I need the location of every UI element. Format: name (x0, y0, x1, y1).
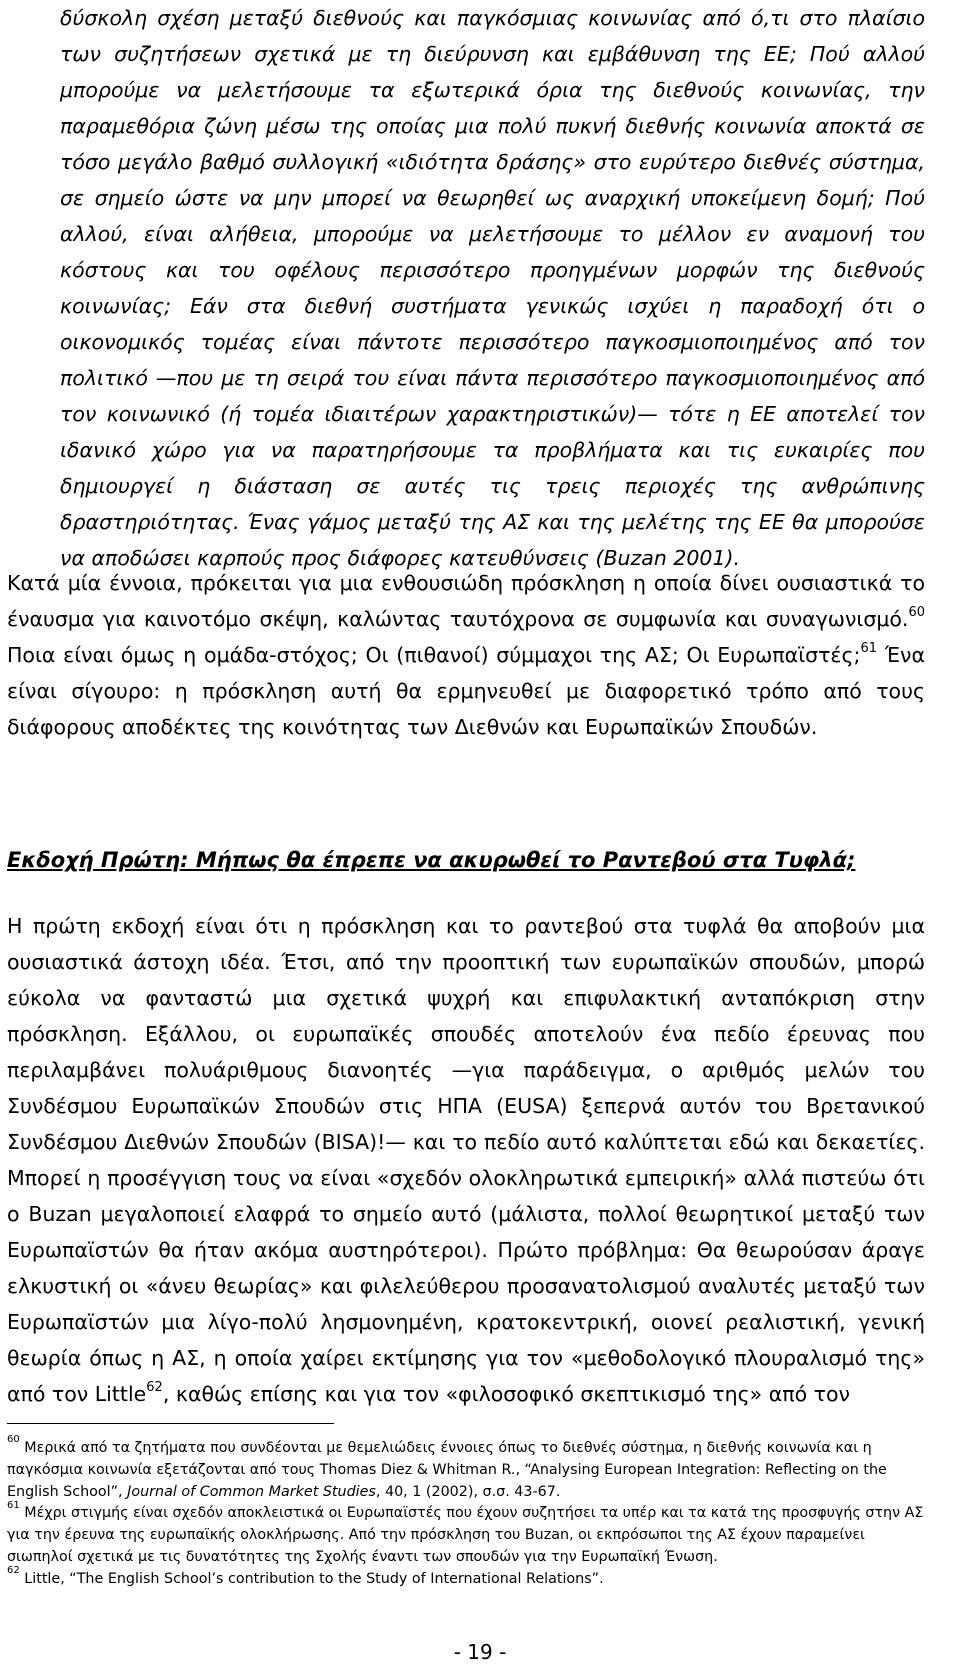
paragraph-text: Ποια είναι όμως η ομάδα-στόχος; Οι (πιθανοί) σύμμαχοι της ΑΣ; Οι Ευρωπαϊστές; (7, 643, 861, 667)
footnote-62 (7, 1565, 925, 1591)
footnote-ref-62[interactable]: 62 (146, 1380, 163, 1396)
block-quote: δύσκολη σχέση μεταξύ διεθνούς και παγκόσμιας κοινωνίας από ό,τι στο πλαίσιο των συζητήσεων σχετικά με τη διεύρυνση και εμβάθυνση της ΕΕ; Πού αλλού μπορούμε να μελετήσουμε τα εξωτερικά όρια της διεθνούς κοινωνίας, την παραμεθόρια ζώνη μέσω της οποίας μια πολύ πυκνή διεθνής κοινωνία αποκτά σε τόσο μεγάλο βαθμό συλλογική «ιδιότητα δράσης» στο ευρύτερο διεθνές σύστημα, σε σημείο ώστε να μην μπορεί να θεωρηθεί ως αναρχική υποκείμενη δομή; Πού αλλού, είναι αλήθεια, μπορούμε να μελετήσουμε το μέλλον εν αναμονή του κόστους και του οφέλους περισσότερο προηγμένων μορφών της διεθνούς κοινωνίας; Εάν στα διεθνή συστήματα γενικώς ισχύει η παραδοχή ότι ο οικονομικός τομέας είναι πάντοτε περισσότερο παγκοσμιοποιημένος από τον πολιτικό —που με τη σειρά του είναι πάντα περισσότερο παγκοσμιοποιημένος από τον κοινωνικό (ή τομέα ιδιαιτέρων χαρακτηριστικών)— τότε η ΕΕ αποτελεί τον ιδανικό χώρο για να παρατηρήσουμε τα προβλήματα και τις ευκαιρίες που δημιουργεί η διάσταση σε αυτές τις τρεις περιοχές της ανθρώπινης δραστηριότητας. Ένας γάμος μεταξύ της ΑΣ και της μελέτης της ΕΕ θα μπορούσε να αποδώσει καρπούς προς διάφορες κατευθύνσεις (Buzan 2001). (60, 6, 925, 570)
footnote-text: Little, “The English School’s contribution to the Study of International Relations”. (19, 1570, 604, 1587)
footnote-text: , 40, 1 (2002), σ.σ. 43-67. (375, 1483, 561, 1500)
paragraph-text: Η πρώτη εκδοχή είναι ότι η πρόσκληση και το ραντεβού στα τυφλά θα αποβούν μια ουσιαστικά άστοχη ιδέα. Έτσι, από την προοπτική των ευρωπαϊκών σπουδών, μπορώ εύκολα να φανταστώ μια σχετικά ψυχρή και επιφυλακτική ανταπόκριση στην πρόσκληση. Εξάλλου, οι ευρωπαϊκές σπουδές αποτελούν ένα πεδίο έρευνας που περιλαμβάνει πολυάριθμους διανοητές —για παράδειγμα, ο αριθμός μελών του Συνδέσμου Ευρωπαϊκών Σπουδών στις ΗΠΑ (EUSA) ξεπερνά αυτόν του Βρετανικού Συνδέσμου Διεθνών Σπουδών (BISA)!— και το πεδίο αυτό καλύπτεται εδώ και δεκαετίες. Μπορεί η προσέγγιση τους να είναι «σχεδόν ολοκληρωτικά εμπειρική» αλλά πιστεύω ότι ο Buzan μεγαλοποιεί ελαφρά το σημείο αυτό (μάλιστα, πολλοί θεωρητικοί μεταξύ των Ευρωπαϊστών θα ήταν ακόμα αυστηρότεροι). Πρώτο πρόβλημα: Θα θεωρούσαν άραγε ελκυστική οι «άνευ θεωρίας» και φιλελεύθερου προσανατολισμού αναλυτές μεταξύ των Ευρωπαϊστών μια λίγο-πολύ λησμονημένη, κρατοκεντρική, οιονεί ρεαλιστική, γενική θεωρία όπως η ΑΣ, η οποία χαίρει εκτίμησης για τον «μεθοδολογικό πλουραλισμό της» από τον Little (7, 914, 925, 1406)
paragraph-text: Κατά μία έννοια, πρόκειται για μια ενθουσιώδη πρόσκληση η οποία δίνει ουσιαστικά το έναυσμα για καινοτόμο σκέψη, καλώντας ταυτόχρονα σε συμφωνία και συναγωνισμό. (7, 571, 925, 631)
footnote-number: 62 (7, 1565, 20, 1577)
footnote-ref-61[interactable]: 61 (860, 641, 877, 657)
paragraph-version-one (7, 908, 925, 1412)
paragraph-text: , καθώς επίσης και για τον «φιλοσοφικό σκεπτικισμό της» από τον (162, 1382, 850, 1406)
footnote-text: Μέχρι στιγμής είναι σχεδόν αποκλειστικά οι Ευρωπαϊστές που έχουν συζητήσει τα υπέρ και τα κατά της προσφυγής στην ΑΣ για την έρευνα της ευρωπαϊκής ολοκλήρωσης. Από την πρόσκληση του Buzan, οι εκπρόσωποι της ΑΣ έχουν παραμείνει σιωπηλοί σχετικά με τις δυνατότητες της Σχολής έναντι των σπουδών για την Ευρωπαϊκή Ένωση. (7, 1505, 924, 1565)
section-heading: Εκδοχή Πρώτη: Μήπως θα έπρεπε να ακυρωθεί το Ραντεβού στα Τυφλά; (7, 848, 856, 872)
footnote-journal: Journal of Common Market Studies (127, 1483, 376, 1500)
footnote-divider (7, 1423, 334, 1424)
footnotes (7, 1434, 925, 1591)
footnote-text: Μερικά από τα ζητήματα που συνδέονται με θεμελιώδεις έννοιες όπως το διεθνές σύστημα, η διεθνής κοινωνία και η παγκόσμια κοινωνία εξετάζονται από τους Thomas Diez & Whitman R., “Analysing European Integration: Reflecting on the English School”, (7, 1440, 887, 1500)
footnote-ref-60[interactable]: 60 (908, 605, 925, 621)
paragraph-text: Ένα είναι σίγουρο: η πρόσκληση αυτή θα ερμηνευθεί με διαφορετικό τρόπο από τους διάφορους αποδέκτες της κοινότητας των Διεθνών και Ευρωπαϊκών Σπουδών. (7, 643, 925, 739)
footnote-number: 60 (7, 1434, 20, 1446)
footnote-60 (7, 1434, 925, 1503)
footnote-61 (7, 1499, 925, 1568)
page-number: - 19 - (453, 1640, 507, 1664)
paragraph-invitation (7, 565, 925, 745)
footnote-number: 61 (7, 1499, 20, 1511)
